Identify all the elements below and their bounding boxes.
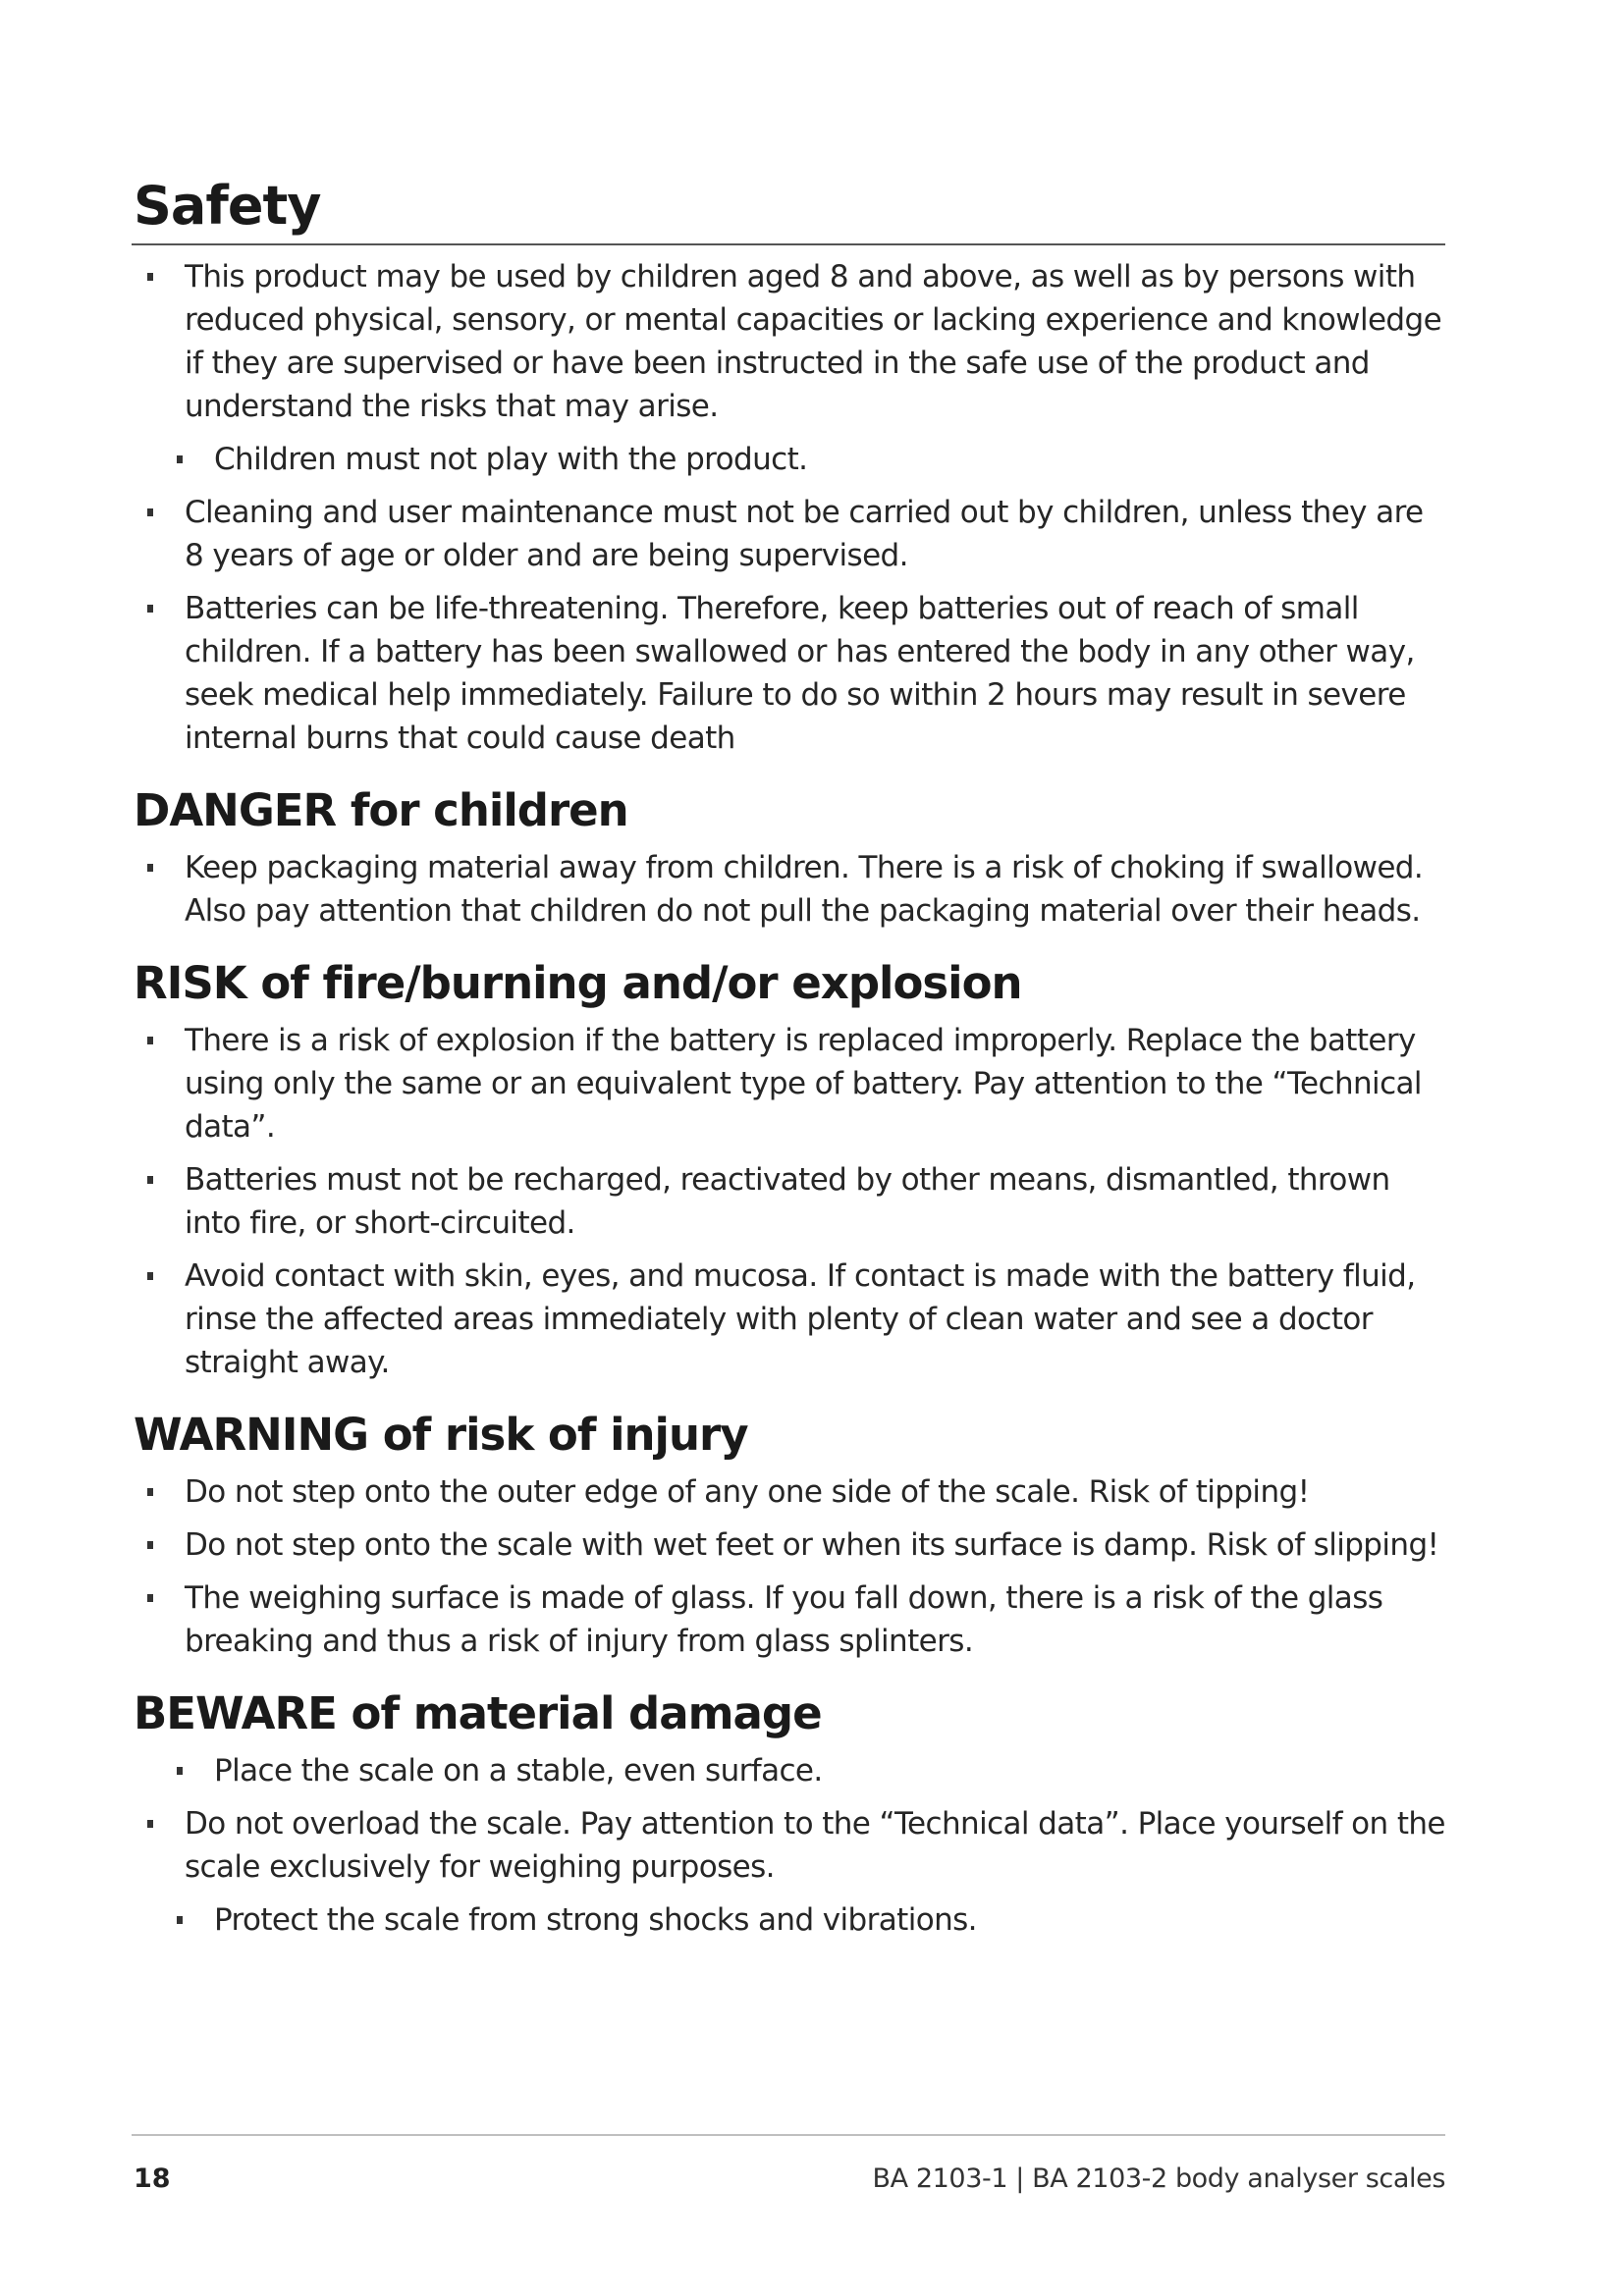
- bullet-icon: [147, 1176, 153, 1184]
- warning-list: [132, 1470, 1445, 1663]
- list-item: Protect the scale from strong shocks and vibrations.: [132, 1898, 1445, 1942]
- list-item: Do not step onto the outer edge of any one side of the scale. Risk of tipping!: [132, 1470, 1445, 1514]
- list-item: Do not step onto the scale with wet feet or when its surface is damp. Risk of slipping!: [132, 1523, 1445, 1567]
- danger-list: [132, 846, 1445, 933]
- heading-danger-for-children: DANGER for children: [134, 784, 628, 836]
- bullet-icon: [147, 1488, 153, 1496]
- list-item: Avoid contact with skin, eyes, and mucosa. If contact is made with the battery fluid, rinse the affected areas immediately with plenty of clean water and see a doctor straight away.: [132, 1255, 1445, 1384]
- bullet-icon: [177, 455, 183, 463]
- list-item: Keep packaging material away from children. There is a risk of choking if swallowed. Also pay attention that children do not pull the packaging material over their heads.: [132, 846, 1445, 933]
- page-content: [132, 177, 1445, 1951]
- page-number: 18: [134, 2163, 171, 2194]
- section-title-safety: Safety: [132, 177, 1445, 245]
- bullet-icon: [147, 508, 153, 516]
- list-item: There is a risk of explosion if the battery is replaced improperly. Replace the battery using only the same or an equivalent type of battery. Pay attention to the “Technical data”.: [132, 1019, 1445, 1148]
- heading-risk-fire-explosion: RISK of fire/burning and/or explosion: [134, 957, 1022, 1009]
- bullet-icon: [147, 273, 153, 281]
- bullet-icon: [177, 1916, 183, 1924]
- bullet-icon: [147, 1541, 153, 1549]
- heading-warning-injury: WARNING of risk of injury: [134, 1409, 748, 1461]
- bullet-icon: [147, 1037, 153, 1044]
- list-item: Do not overload the scale. Pay attention to the “Technical data”. Place yourself on the scale exclusively for weighing purposes.: [132, 1802, 1445, 1889]
- risk-list: [132, 1019, 1445, 1384]
- heading-beware-material-damage: BEWARE of material damage: [134, 1687, 822, 1739]
- bullet-icon: [147, 1820, 153, 1828]
- safety-list: [132, 255, 1445, 760]
- bullet-icon: [147, 1594, 153, 1602]
- list-item: The weighing surface is made of glass. If you fall down, there is a risk of the glass breaking and thus a risk of injury from glass splinters.: [132, 1576, 1445, 1663]
- bullet-icon: [147, 1272, 153, 1280]
- bullet-icon: [177, 1767, 183, 1775]
- beware-list: [132, 1749, 1445, 1942]
- list-item: Cleaning and user maintenance must not be carried out by children, unless they are 8 years of age or older and are being supervised.: [132, 491, 1445, 577]
- footer-divider: [132, 2134, 1445, 2136]
- document-reference: BA 2103-1 | BA 2103-2 body analyser scales: [872, 2163, 1445, 2194]
- list-item: Children must not play with the product.: [132, 438, 1445, 481]
- list-item: Place the scale on a stable, even surface.: [132, 1749, 1445, 1792]
- bullet-icon: [147, 864, 153, 872]
- list-item: Batteries can be life-threatening. Therefore, keep batteries out of reach of small children. If a battery has been swallowed or has entered the body in any other way, seek medical help immediately. Failure to do so within 2 hours may result in severe internal burns that could cause death: [132, 587, 1445, 760]
- list-item: Batteries must not be recharged, reactivated by other means, dismantled, thrown into fire, or short-circuited.: [132, 1158, 1445, 1245]
- list-item: This product may be used by children aged 8 and above, as well as by persons with reduced physical, sensory, or mental capacities or lacking experience and knowledge if they are supervised or have been instructed in the safe use of the product and understand the risks that may arise.: [132, 255, 1445, 428]
- bullet-icon: [147, 605, 153, 613]
